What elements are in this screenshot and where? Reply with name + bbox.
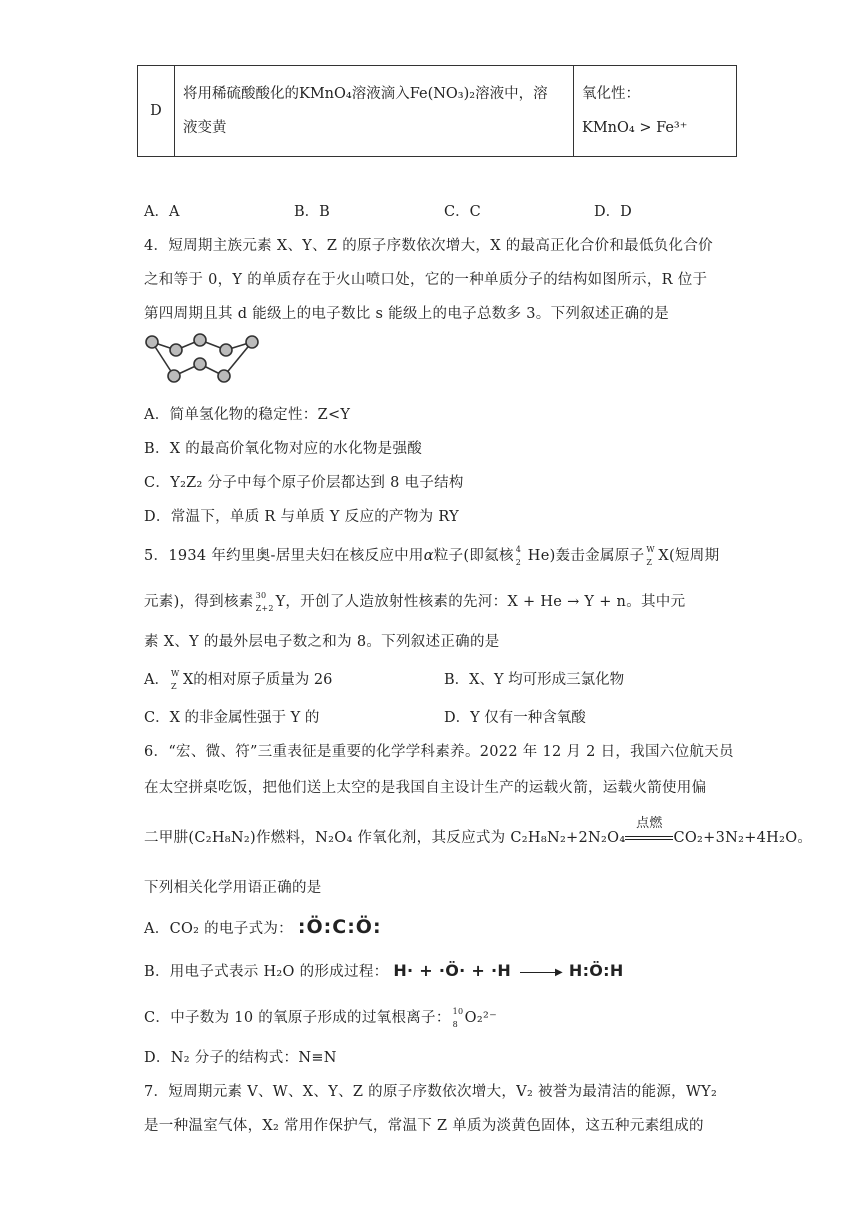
reaction-arrow: [625, 816, 673, 846]
co2-electron-formula: :Ö:C:Ö:: [297, 916, 382, 938]
nuclide-x: W Z: [646, 545, 655, 567]
q3-option-d: D．D: [594, 204, 632, 220]
experiment-line-2: 液变黄: [183, 120, 227, 136]
reaction-condition: 点燃: [636, 816, 663, 831]
q6-stem-line-3: 二甲肼(C₂H₈N₂)作燃料，N₂O₄ 作氧化剂，其反应式为 C₂H₈N₂+2N₂O₄ 点燃 CO₂+3N₂+4H₂O。: [144, 826, 812, 847]
q3-option-a: A．A: [144, 204, 180, 220]
nuclear-equation: X + He → Y + n。其中元: [507, 594, 686, 610]
row-label: D: [138, 66, 175, 157]
conclusion-cell: [574, 66, 737, 157]
q5-stem-line-3: 素 X、Y 的最外层电子数之和为 8。下列叙述正确的是: [144, 634, 500, 650]
experiment-cell: [175, 66, 574, 157]
q6-option-c: C．中子数为 10 的氧原子形成的过氧根离子： 10 8 O₂²⁻: [144, 1007, 498, 1029]
q4-stem-line-3: 第四周期且其 d 能级上的电子数比 s 能级上的电子总数多 3。下列叙述正确的是: [144, 306, 669, 322]
s8-ring-structure-figure: [140, 330, 264, 386]
q6-option-d: D．N₂ 分子的结构式：N≡N: [144, 1050, 337, 1066]
answer-table-row-d: [137, 65, 737, 157]
conclusion-line-1: 氧化性：: [582, 86, 640, 102]
h2o-formation-left: H· + ·Ö· + ·H: [393, 961, 512, 980]
experiment-line-1: 将用稀硫酸酸化的KMnO₄溶液滴入Fe(NO₃)₂溶液中，溶: [183, 86, 548, 102]
q5-option-b: B．X、Y 均可形成三氯化物: [444, 672, 625, 688]
nuclide-he: 4 2: [515, 545, 522, 567]
q4-stem-line-1: 4．短周期主族元素 X、Y、Z 的原子序数依次增大，X 的最高正化合价和最低负化合价: [144, 238, 713, 254]
alpha-symbol: α: [423, 548, 434, 564]
q4-option-b: B．X 的最高价氧化物对应的水化物是强酸: [144, 441, 423, 457]
q4-option-c: C．Y₂Z₂ 分子中每个原子价层都达到 8 电子结构: [144, 475, 464, 491]
arrow-icon: ▶: [520, 972, 560, 973]
nuclide-y: 30 Z+2: [255, 591, 274, 613]
q5-option-d: D．Y 仅有一种含氧酸: [444, 710, 586, 726]
q6-option-a: A．CO₂ 的电子式为： :Ö:C:Ö:: [144, 916, 382, 938]
q6-option-b: B．用电子式表示 H₂O 的形成过程： H· + ·Ö· + ·H ▶ H:Ö:H: [144, 961, 624, 980]
q6-stem-line-2: 在太空拼桌吃饭，把他们送上太空的是我国自主设计生产的运载火箭，运载火箭使用偏: [144, 780, 707, 796]
q4-option-d: D．常温下，单质 R 与单质 Y 反应的产物为 RY: [144, 509, 460, 525]
conclusion-line-2: KMnO₄ > Fe³⁺: [582, 120, 688, 136]
q6-stem-line-1: 6．“宏、微、符”三重表征是重要的化学学科素养。2022 年 12 月 2 日，我国六位航天员: [144, 744, 734, 760]
nuclide-x-small: W Z: [170, 669, 180, 691]
q4-stem-line-2: 之和等于 0，Y 的单质存在于火山喷口处，它的一种单质分子的结构如图所示，R 位于: [144, 272, 708, 288]
q5-stem-line-2: 元素)，得到核素 30 Z+2 Y，开创了人造放射性核素的先河：X + He → Y + n。其中元: [144, 591, 686, 613]
q5-option-c: C．X 的非金属性强于 Y 的: [144, 710, 320, 726]
h2o-formation-right: H:Ö:H: [568, 961, 624, 980]
q4-option-a: A．简单氢化物的稳定性：Z<Y: [144, 407, 351, 423]
q3-option-b: B．B: [294, 204, 330, 220]
q5-option-a: A． W Z X的相对原子质量为 26: [144, 669, 333, 691]
nuclide-o: 10 8: [452, 1007, 464, 1029]
q5-stem-line-1: 5．1934 年约里奥-居里夫妇在核反应中用α粒子(即氦核 4 2 He)轰击金属原子 W Z X(短周期: [144, 545, 720, 567]
q6-stem-line-4: 下列相关化学用语正确的是: [144, 880, 322, 896]
q7-stem-line-1: 7．短周期元素 V、W、X、Y、Z 的原子序数依次增大，V₂ 被誉为最清洁的能源，WY₂: [144, 1084, 718, 1100]
q7-stem-line-2: 是一种温室气体，X₂ 常用作保护气，常温下 Z 单质为淡黄色固体，这五种元素组成的: [144, 1118, 704, 1134]
q3-option-c: C．C: [444, 204, 481, 220]
